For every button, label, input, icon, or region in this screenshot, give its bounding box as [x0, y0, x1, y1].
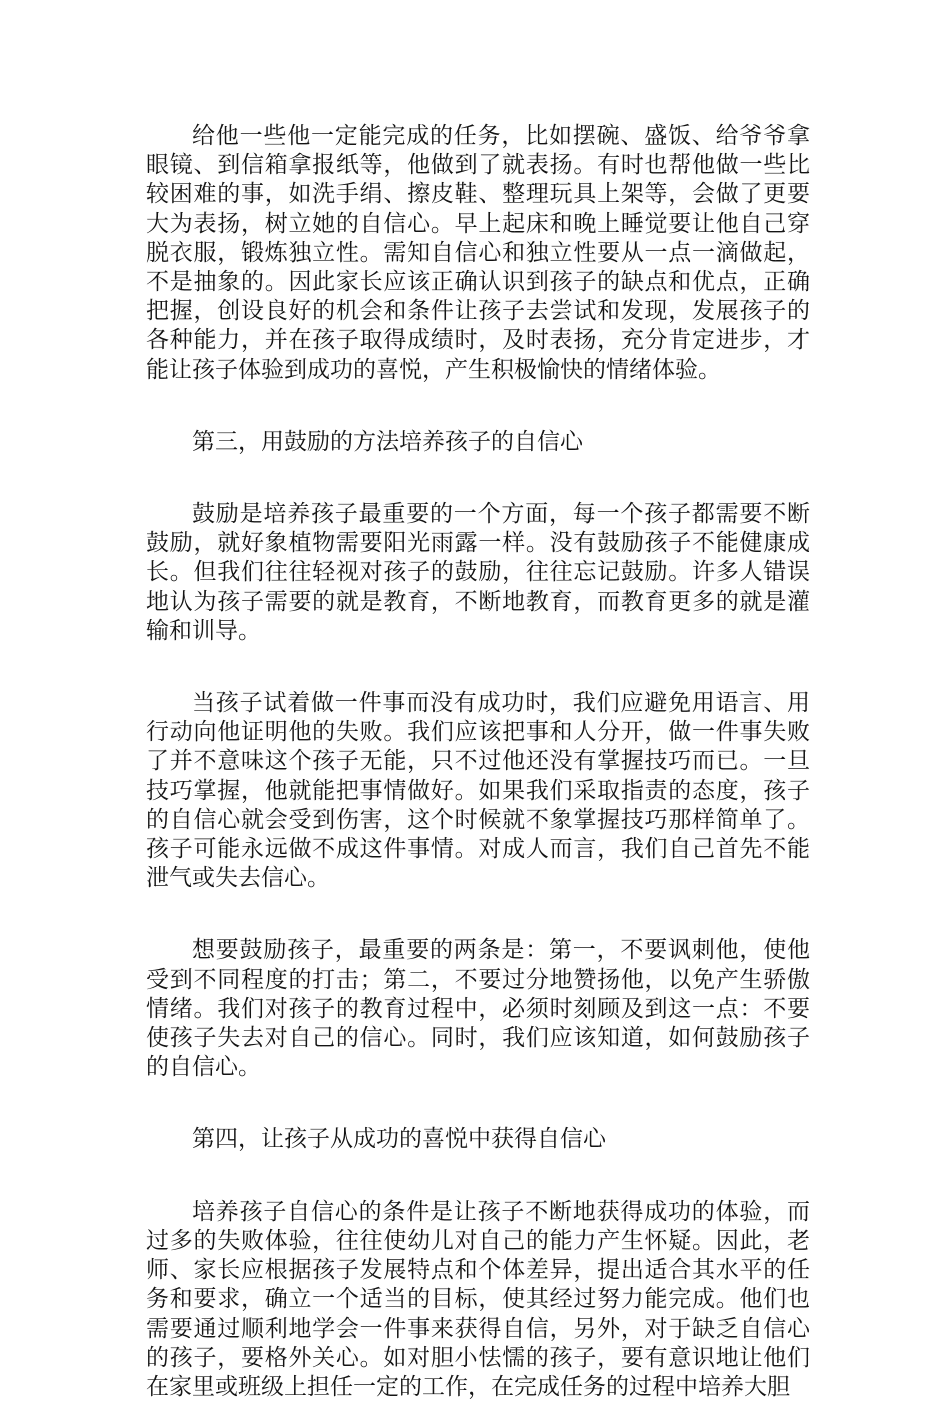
paragraph-gap [146, 1082, 810, 1125]
section-heading-3: 第三，用鼓励的方法培养孩子的自信心 [192, 428, 583, 455]
paragraph-success-experience: 培养孩子自信心的条件是让孩子不断地获得成功的体验，而过多的失败体验，往往使幼儿对自己的能力产生怀疑。因此，老师、家长应根据孩子发展特点和个体差异，提出适合其水平的任务和要求，确立一个适当的目标，使其经过努力能完成。他们也需要通过顺利地学会一件事来获得自信，另外，对于缺乏自信心的孩子，要格外关心。如对胆小怯懦的孩子，要有意识地让他们在家里或班级上担任一定的工作，在完成任务的过程中培养大胆 [146, 1198, 810, 1400]
paragraph-gap [146, 893, 810, 936]
paragraph-tasks-praise: 给他一些他一定能完成的任务，比如摆碗、盛饭、给爷爷拿眼镜、到信箱拿报纸等，他做到了就表扬。有时也帮他做一些比较困难的事，如洗手绢、擦皮鞋、整理玩具上架等，会做了更要大为表扬，树立她的自信心。早上起床和晚上睡觉要让他自己穿脱衣服，锻炼独立性。需知自信心和独立性要从一点一滴做起，不是抽象的。因此家长应该正确认识到孩子的缺点和优点，正确把握，创设良好的机会和条件让孩子去尝试和发现，发展孩子的各种能力，并在孩子取得成绩时，及时表扬，充分肯定进步，才能让孩子体验到成功的喜悦，产生积极愉快的情绪体验。 [146, 123, 810, 383]
document-page [146, 122, 810, 1402]
paragraph-gap [146, 385, 810, 428]
paragraph-encouragement: 鼓励是培养孩子最重要的一个方面，每一个孩子都需要不断鼓励，就好象植物需要阳光雨露一样。没有鼓励孩子不能健康成长。但我们往往轻视对孩子的鼓励，往往忘记鼓励。许多人错误地认为孩子需要的就是教育，不断地教育，而教育更多的就是灌输和训导。 [146, 501, 810, 644]
section-heading-4: 第四，让孩子从成功的喜悦中获得自信心 [192, 1126, 606, 1153]
paragraph-gap [146, 457, 810, 500]
paragraph-failure: 当孩子试着做一件事而没有成功时，我们应避免用语言、用行动向他证明他的失败。我们应该把事和人分开，做一件事失败了并不意味这个孩子无能，只不过他还没有掌握技巧而已。一旦技巧掌握，他就能把事情做好。如果我们采取指责的态度，孩子的自信心就会受到伤害，这个时候就不象掌握技巧那样简单了。孩子可能永远做不成这件事情。对成人而言，我们自己首先不能泄气或失去信心。 [146, 690, 810, 892]
paragraph-two-rules: 想要鼓励孩子，最重要的两条是：第一，不要讽刺他，使他受到不同程度的打击；第二，不要过分地赞扬他，以免产生骄傲情绪。我们对孩子的教育过程中，必须时刻顾及到这一点：不要使孩子失去对自己的信心。同时，我们应该知道，如何鼓励孩子的自信心。 [146, 937, 810, 1081]
paragraph-gap [146, 646, 810, 689]
paragraph-gap [146, 1155, 810, 1198]
